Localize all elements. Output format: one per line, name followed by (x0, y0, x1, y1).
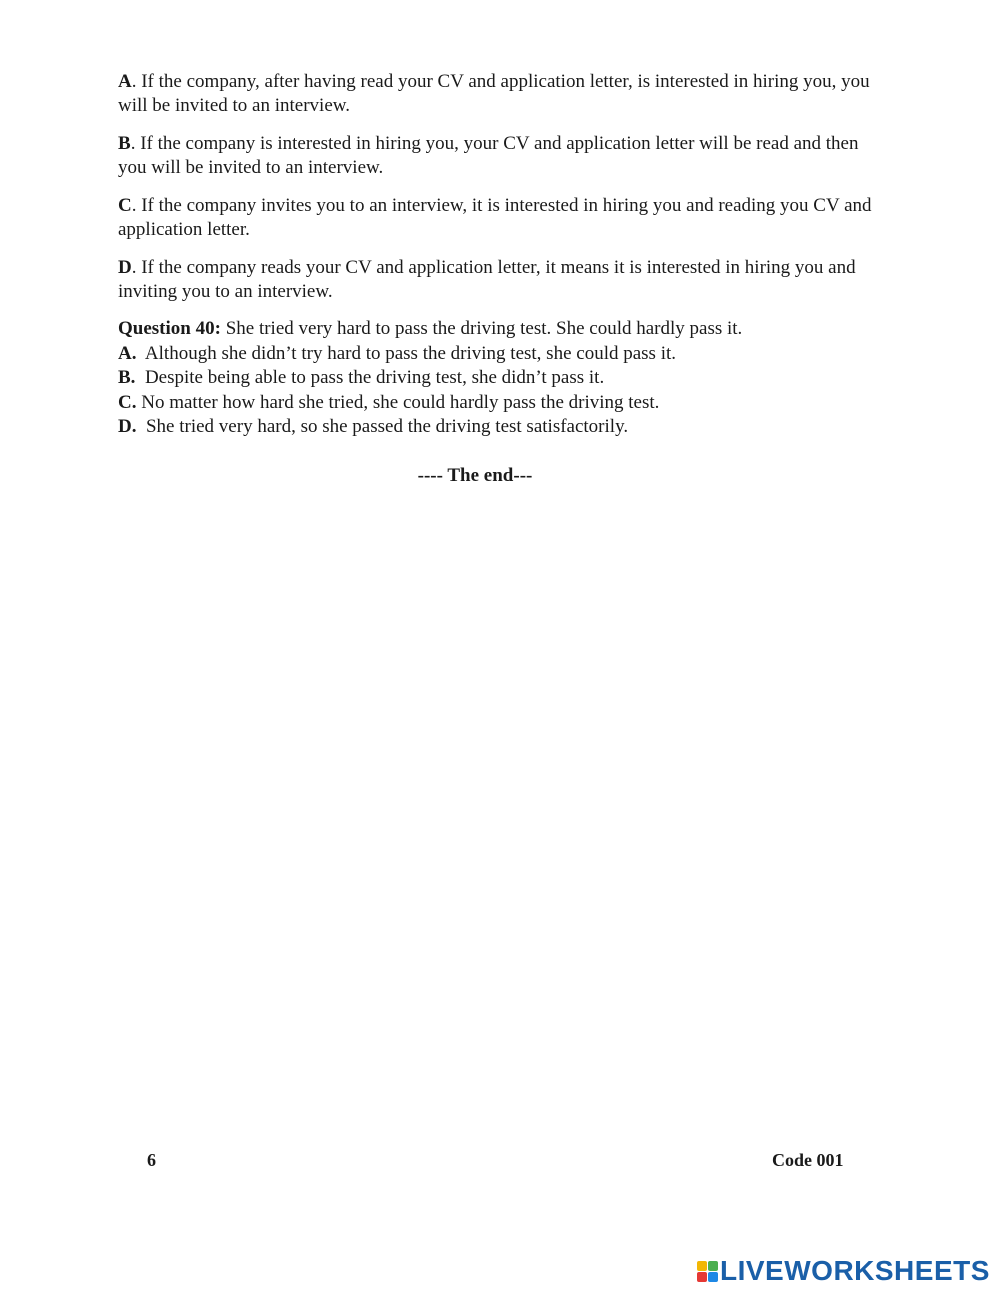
page-number: 6 (147, 1150, 156, 1170)
logo-text: LIVEWORKSHEETS (720, 1255, 990, 1286)
liveworksheets-logo[interactable] (697, 1256, 990, 1286)
logo-square-icon (708, 1261, 718, 1271)
option-text: Despite being able to pass the driving test, she didn’t pass it. (135, 367, 605, 388)
option-text: . If the company invites you to an interview, it is interested in hiring you and reading you CV and application letter. (118, 195, 872, 240)
option-text: . If the company, after having read your CV and application letter, is interested in hiring you, you will be invited to an interview. (118, 71, 870, 116)
option-d-q39 (118, 256, 888, 304)
option-a-q39 (118, 70, 888, 118)
logo-square-icon (697, 1261, 707, 1271)
logo-square-icon (708, 1272, 718, 1282)
option-letter: D (118, 257, 132, 278)
option-b-q40 (118, 366, 888, 390)
option-letter: B (118, 133, 131, 154)
question-text: She tried very hard to pass the driving test. She could hardly pass it. (220, 318, 743, 339)
option-letter: C. (118, 392, 137, 413)
option-letter: A (118, 71, 132, 92)
logo-square-icon (697, 1272, 707, 1282)
option-text: . If the company reads your CV and application letter, it means it is interested in hiring you and inviting you to an interview. (118, 257, 856, 302)
question-40-stem (118, 317, 888, 341)
end-marker: ---- The end--- (417, 465, 533, 486)
option-d-q40 (118, 415, 888, 439)
option-b-q39 (118, 132, 888, 180)
option-text: No matter how hard she tried, she could hardly pass the driving test. (136, 392, 660, 413)
option-text: She tried very hard, so she passed the driving test satisfactorily. (136, 416, 629, 437)
option-c-q39 (118, 194, 888, 242)
logo-grid-icon (697, 1261, 718, 1282)
exam-code: Code 001 (772, 1150, 844, 1170)
option-letter: D. (118, 416, 137, 437)
option-letter: A. (118, 343, 137, 364)
question-label: Question 40: (118, 318, 221, 339)
option-c-q40 (118, 391, 888, 415)
option-letter: C (118, 195, 132, 216)
option-text: Although she didn’t try hard to pass the driving test, she could pass it. (136, 343, 676, 364)
option-text: . If the company is interested in hiring you, your CV and application letter will be read and then you will be invited to an interview. (118, 133, 859, 178)
option-a-q40 (118, 342, 888, 366)
option-letter: B. (118, 367, 136, 388)
